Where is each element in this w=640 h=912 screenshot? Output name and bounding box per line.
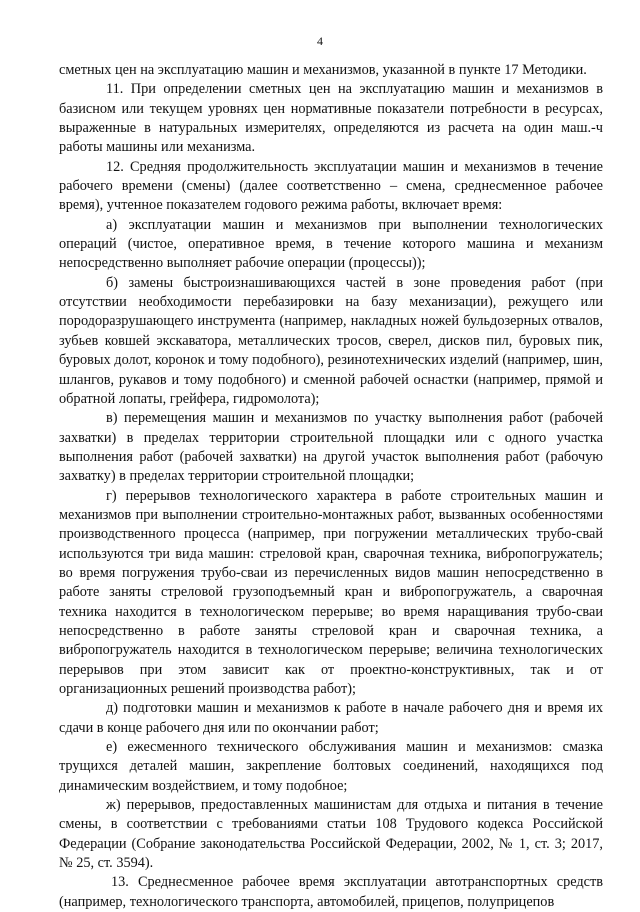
paragraph-12-zh: ж) перерывов, предоставленных машинистам для отдыха и питания в течение смены, в соответствии с требованиями статьи 108 Трудового кодекса Российской Федерации (Собрание законодательства Российской Федерации, 2002, № 1, ст. 3; 2017, № 25, ст. 3594). <box>59 797 603 872</box>
paragraph-12-e: е) ежесменного технического обслуживания машин и механизмов: смазка трущихся деталей машин, закрепление болтовых соединений, находящихся под динамическим воздействием, и тому подобное; <box>59 739 603 794</box>
paragraph-13: 13. Среднесменное рабочее время эксплуатации автотранспортных средств (например, технологического транспорта, автомобилей, прицепов, полуприцепов <box>59 874 603 910</box>
paragraph-12-b: б) замены быстроизнашивающихся частей в зоне проведения работ (при отсутствии необходимости перебазировки на базу механизации), режущего или породоразрушающего инструмента (например, накладных ножей бульдозерных отвалов, зубьев ковшей экскаватора, металлических тросов, сверел, дисков пил, буровых пик, буровых долот, коронок и тому подобного), резинотехнических изделий (например, шин, шлангов, рукавов и тому подобного) и сменной рабочей оснастки (например, прямой и обратной лопаты, грейфера, гидромолота); <box>59 274 603 407</box>
paragraph-11: 11. При определении сметных цен на эксплуатацию машин и механизмов в базисном или текущем уровнях цен нормативные показатели потребности в ресурсах, выраженные в натуральных измерителях, определяются из расчета на один маш.-ч работы машины или механизма. <box>59 81 603 156</box>
paragraph-12: 12. Средняя продолжительность эксплуатации машин и механизмов в течение рабочего времени (смены) (далее соответственно – смена, среднесменное рабочее время), учтенное показателем годового режима работы, включает время: <box>59 158 603 214</box>
paragraph-12-v: в) перемещения машин и механизмов по участку выполнения работ (рабочей захватки) в пределах территории строительной площадки или с одного участка выполнения работ (рабочей захватки) на другой участок выполнения работ (рабочую захватку) в пределах территории строительной площадки; <box>59 410 603 485</box>
paragraph-12-g: г) перерывов технологического характера в работе строительных машин и механизмов при выполнении строительно-монтажных работ, вызванных особенностями производственного процесса (например, при погружении металлических трубо-свай используются три вида машин: стреловой кран, сварочная техника, вибропогружатель; во время погружения трубо-сваи из перечисленных видов машин непосредственно в работе заняты стреловой грузоподъемный кран и вибропогружатель, а сварочная техника находится в технологическом перерыве; во время наращивания трубо-сваи непосредственно в работе заняты стреловой кран и сварочная техника, а вибропогружатель находится в технологическом перерыве; величина технологических перерывов при этом зависит как от проектно-конструктивных, так и от организационных решений производства работ); <box>59 487 603 697</box>
paragraph-12-d: д) подготовки машин и механизмов к работе в начале рабочего дня и время их сдачи в конце рабочего дня или по окончании работ; <box>59 700 603 736</box>
paragraph-12-a: а) эксплуатации машин и механизмов при выполнении технологических операций (чистое, оперативное время, в течение которого машина и механизм непосредственно выполняет рабочие операции (процессы)); <box>59 216 603 272</box>
page-number: 4 <box>317 34 323 48</box>
paragraph-continuation: сметных цен на эксплуатацию машин и механизмов, указанной в пункте 17 Методики. <box>59 62 587 78</box>
document-body <box>59 61 603 912</box>
